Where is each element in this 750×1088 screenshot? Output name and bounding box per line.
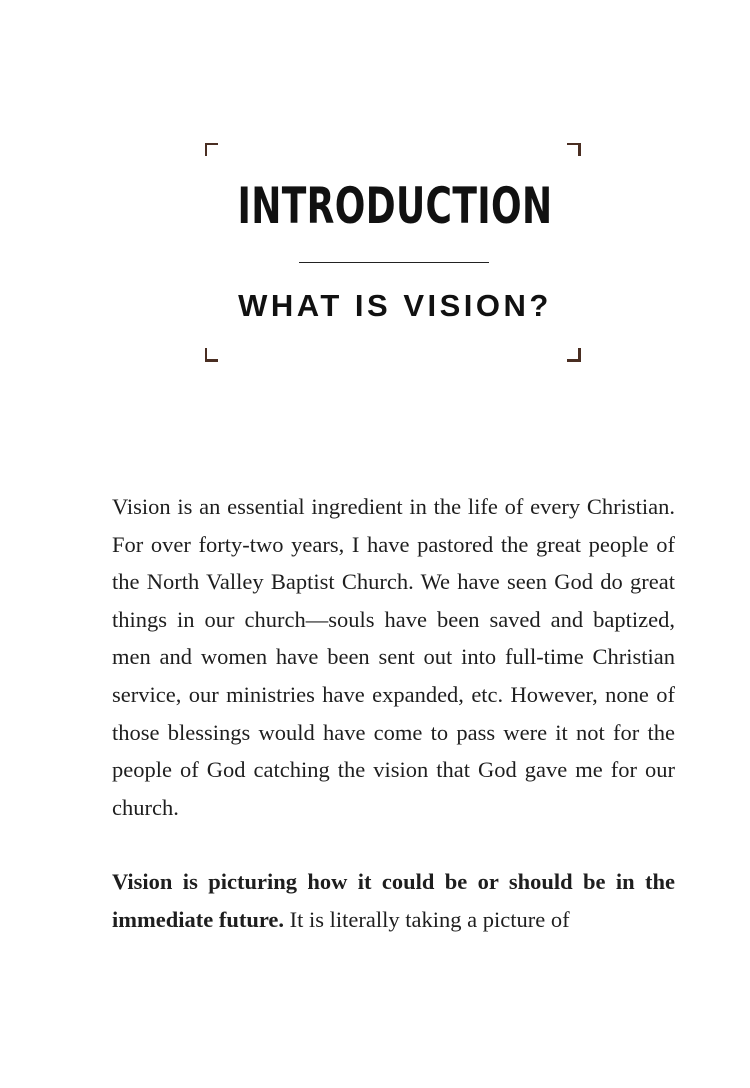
title-divider (299, 262, 489, 263)
body-text (112, 488, 675, 939)
frame-corner-top-left (205, 143, 218, 156)
paragraph-2 (112, 863, 675, 938)
paragraph-2-emphasis: Vision is picturing how it could be or should be in the immediate future. (112, 869, 675, 932)
chapter-title: INTRODUCTION (237, 177, 553, 235)
frame-corner-bottom-left (205, 348, 218, 362)
frame-corner-bottom-right (567, 348, 581, 362)
paragraph-1: Vision is an essential ingredient in the life of every Christian. For over forty-two years, I have pastored the great people of the North Valley Baptist Church. We have seen God do great things in our church—souls have been saved and baptized, men and women have been sent out into full-time Christian service, our ministries have expanded, etc. However, none of those blessings would have come to pass were it not for the people of God catching the vision that God gave me for our church. (112, 494, 675, 820)
chapter-subtitle: WHAT IS VISION? (238, 288, 552, 323)
paragraph-2-text: It is literally taking a picture of (284, 906, 570, 932)
frame-corner-top-right (567, 143, 581, 156)
